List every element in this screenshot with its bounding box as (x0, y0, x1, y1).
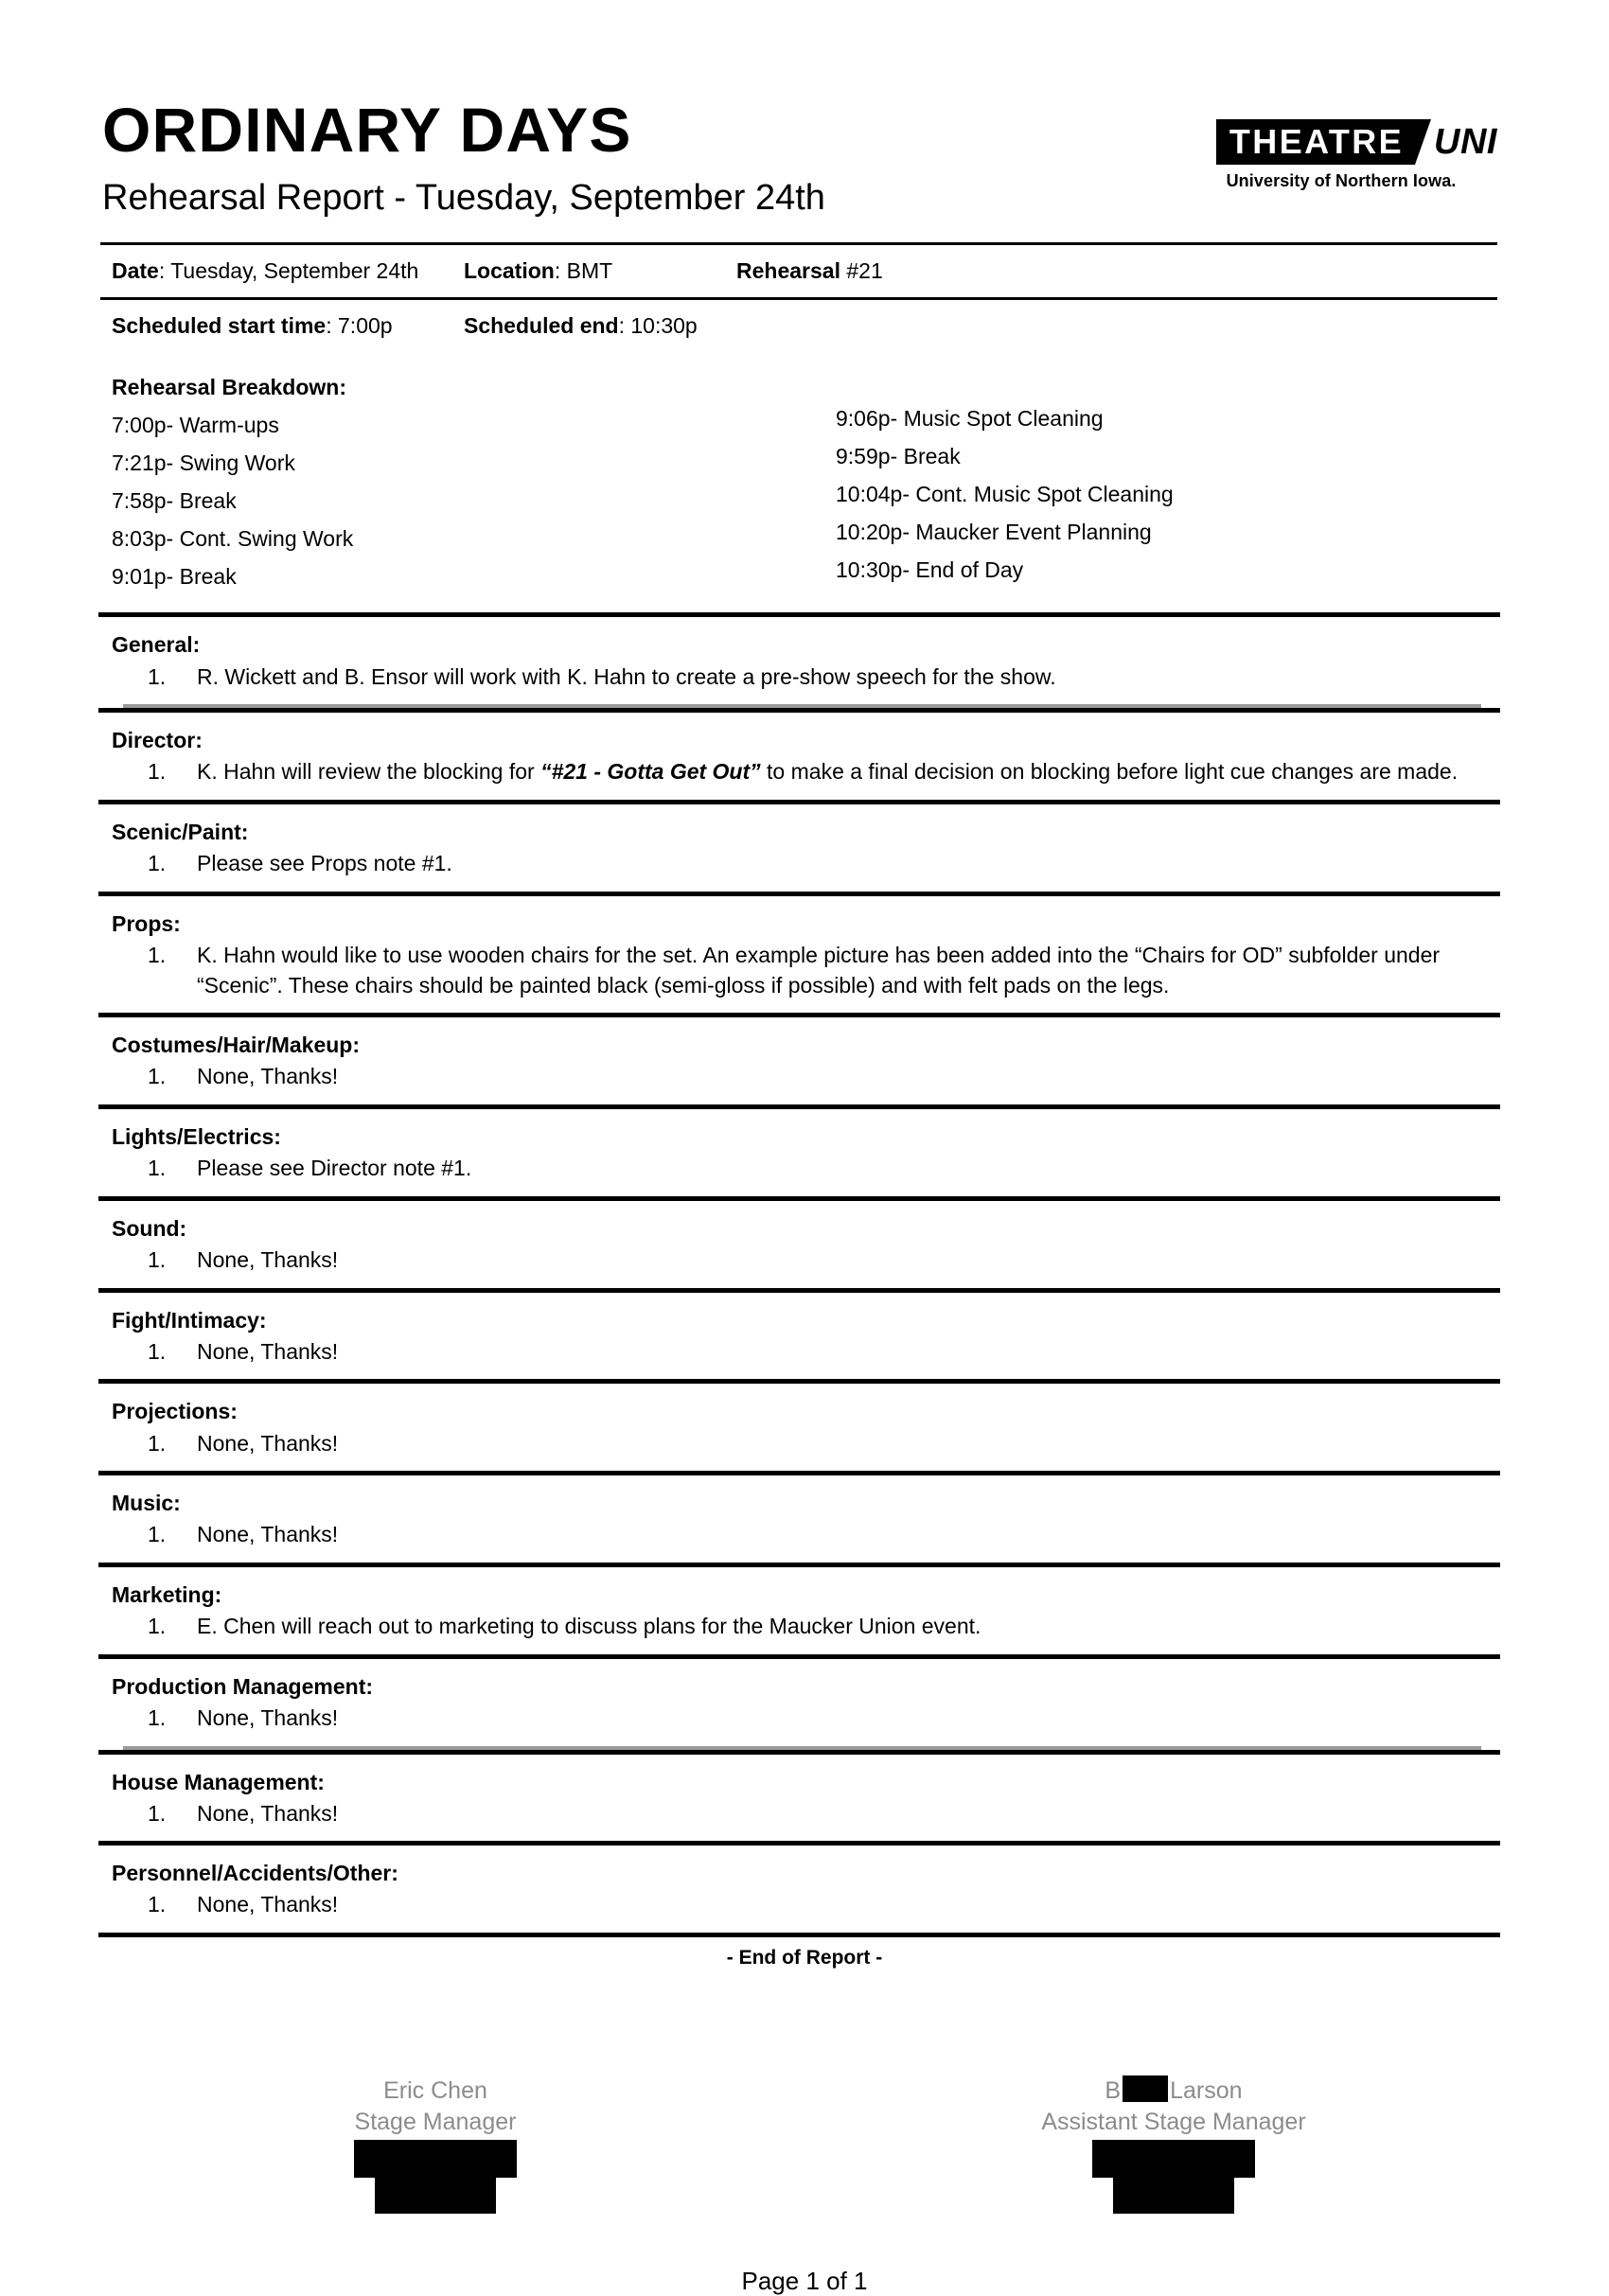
note-section (0, 1109, 1609, 1196)
page-number: Page 1 of 1 (741, 2267, 868, 2296)
section-title: Director: (112, 728, 203, 753)
section-title: Scenic/Paint: (112, 820, 249, 845)
note-text: Please see Props note #1. (197, 851, 452, 876)
section-note-item (112, 941, 1497, 1000)
logo-uni-word: UNI (1434, 122, 1497, 162)
note-section (0, 713, 1609, 800)
scheduled-end-label: Scheduled end (464, 312, 619, 338)
section-note-list (112, 1520, 1497, 1550)
note-number: 1. (148, 759, 167, 785)
note-number: 1. (148, 1522, 167, 1547)
signature-area (0, 2075, 1609, 2214)
breakdown-entry: 10:30p- End of Day (836, 557, 1024, 583)
logo-mark (1185, 119, 1497, 165)
note-text: Please see Director note #1. (197, 1156, 472, 1181)
note-section (0, 1293, 1609, 1380)
note-number: 1. (148, 1156, 167, 1181)
note-section (0, 896, 1609, 1014)
breakdown-right-list (836, 399, 1174, 589)
location-field (464, 257, 736, 285)
note-text: None, Thanks! (197, 1522, 339, 1547)
asm-name-redaction-bar (1123, 2075, 1168, 2102)
section-note-item (112, 1429, 1497, 1459)
section-note-list (112, 1429, 1497, 1459)
section-note-item (112, 1890, 1497, 1920)
section-note-item (112, 1520, 1497, 1550)
note-number: 1. (148, 1246, 167, 1272)
note-emphasis: “#21 - Gotta Get Out” (540, 759, 761, 785)
asm-signature-redaction-bar (1092, 2140, 1255, 2178)
note-number: 1. (148, 851, 167, 876)
section-note-list (112, 662, 1497, 693)
logo-university-line: University of Northern Iowa. (1226, 171, 1457, 190)
scheduled-start-field (112, 312, 464, 340)
section-note-list (112, 1612, 1497, 1642)
section-note-item (112, 1799, 1497, 1829)
section-note-list (112, 941, 1497, 1000)
section-note-item (112, 1245, 1497, 1276)
info-row-schedule (0, 300, 1609, 352)
section-title: Lights/Electrics: (112, 1124, 281, 1150)
note-section (0, 617, 1609, 704)
asm-name-prefix: B (1105, 2077, 1122, 2105)
scheduled-start-label: Scheduled start time (112, 312, 327, 338)
note-section (0, 1475, 1609, 1563)
note-number: 1. (148, 1800, 167, 1826)
section-note-item (112, 757, 1497, 787)
location-value: : BMT (554, 257, 613, 283)
note-text: None, Thanks! (197, 1704, 339, 1730)
section-note-list (112, 1799, 1497, 1829)
location-label: Location (464, 257, 555, 283)
section-title: Projections: (112, 1399, 238, 1424)
section-note-item (112, 1612, 1497, 1642)
breakdown-right-spacer (836, 368, 1174, 399)
section-note-list (112, 757, 1497, 787)
breakdown-entry: 8:03p- Cont. Swing Work (112, 526, 354, 552)
sm-signature-redaction-bar (354, 2140, 517, 2178)
note-section (0, 1201, 1609, 1288)
section-note-item (112, 1062, 1497, 1092)
section-title: General: (112, 632, 201, 658)
asm-name (1003, 2075, 1344, 2107)
rehearsal-label: Rehearsal (736, 257, 840, 283)
section-note-item (112, 849, 1497, 879)
section-title: Props: (112, 910, 181, 936)
scheduled-end-value: : 10:30p (618, 312, 698, 338)
note-section (0, 1567, 1609, 1654)
note-number: 1. (148, 1430, 167, 1456)
document-header (0, 0, 1609, 218)
note-section (0, 1384, 1609, 1471)
section-title: Music: (112, 1491, 181, 1516)
sm-role: Stage Manager (354, 2109, 517, 2136)
section-title: Personnel/Accidents/Other: (112, 1861, 398, 1886)
section-note-list (112, 1337, 1497, 1368)
note-text: E. Chen will reach out to marketing to discuss plans for the Maucker Union event. (197, 1614, 981, 1639)
note-text: None, Thanks! (197, 1246, 339, 1272)
report-subtitle: Rehearsal Report - Tuesday, September 24th (102, 178, 825, 218)
scheduled-end-field (464, 312, 698, 340)
title-block (102, 95, 825, 218)
section-note-item (112, 662, 1497, 693)
note-text: K. Hahn will review the blocking for “#21 - Gotta Get Out” to make a final decision on blocking before light cue changes are made. (197, 759, 1459, 785)
note-number: 1. (148, 1064, 167, 1089)
section-title: Marketing: (112, 1582, 222, 1608)
asm-date-redaction-bar (1113, 2178, 1234, 2214)
note-text: K. Hahn would like to use wooden chairs for the set. An example picture has been added into the “Chairs for OD” subfolder under “Scenic”. These chairs should be painted black (semi-gloss if possible) and with felt pads on the legs. (197, 942, 1441, 998)
note-section (0, 1659, 1609, 1746)
breakdown-entry: 7:58p- Break (112, 488, 237, 514)
note-text: None, Thanks! (197, 1064, 339, 1089)
asm-name-suffix: Larson (1170, 2077, 1243, 2105)
note-number: 1. (148, 942, 167, 967)
note-text: None, Thanks! (197, 1892, 339, 1917)
section-note-list (112, 1704, 1497, 1734)
signature-block-assistant-stage-manager (1003, 2075, 1344, 2214)
note-number: 1. (148, 663, 167, 689)
section-note-list (112, 849, 1497, 879)
section-title: Sound: (112, 1215, 187, 1241)
date-label: Date (112, 257, 159, 283)
section-note-list (112, 1062, 1497, 1092)
sm-name: Eric Chen (383, 2077, 487, 2105)
breakdown-right-column (836, 368, 1174, 595)
section-title: House Management: (112, 1769, 325, 1794)
rehearsal-value: #21 (840, 257, 883, 283)
note-section (0, 1017, 1609, 1104)
section-note-item (112, 1337, 1497, 1368)
section-note-list (112, 1890, 1497, 1920)
breakdown-entry: 9:01p- Break (112, 564, 237, 590)
note-number: 1. (148, 1704, 167, 1730)
note-section (0, 1846, 1609, 1933)
asm-role: Assistant Stage Manager (1041, 2109, 1306, 2136)
note-number: 1. (148, 1614, 167, 1639)
section-note-list (112, 1154, 1497, 1184)
breakdown-entry: 10:04p- Cont. Music Spot Cleaning (836, 482, 1174, 507)
note-section (0, 804, 1609, 892)
breakdown-left-column (112, 368, 836, 595)
note-text: None, Thanks! (197, 1338, 339, 1364)
theatre-uni-logo (1185, 119, 1497, 191)
note-text: None, Thanks! (197, 1430, 339, 1456)
date-value: : Tuesday, September 24th (158, 257, 419, 283)
note-section (0, 1755, 1609, 1842)
note-sections (0, 612, 1609, 1937)
section-title: Costumes/Hair/Makeup: (112, 1033, 361, 1058)
logo-theatre-word: THEATRE (1216, 119, 1415, 165)
end-of-report-label: - End of Report - (726, 1947, 883, 1969)
rehearsal-number-field (736, 257, 883, 285)
breakdown-heading: Rehearsal Breakdown: (112, 375, 346, 400)
breakdown-entry: 7:21p- Swing Work (112, 450, 295, 476)
sm-date-redaction-bar (375, 2178, 496, 2214)
note-text: R. Wickett and B. Ensor will work with K. Hahn to create a pre-show speech for the show. (197, 663, 1056, 689)
rehearsal-breakdown (0, 351, 1609, 612)
section-note-item (112, 1154, 1497, 1184)
section-title: Production Management: (112, 1673, 374, 1699)
note-text: None, Thanks! (197, 1800, 339, 1826)
breakdown-entry: 10:20p- Maucker Event Planning (836, 520, 1152, 545)
section-note-item (112, 1704, 1497, 1734)
show-title: ORDINARY DAYS (102, 95, 632, 165)
note-number: 1. (148, 1338, 167, 1364)
info-row-primary (0, 245, 1609, 297)
breakdown-left-list (112, 406, 836, 595)
section-note-list (112, 1245, 1497, 1276)
signature-block-stage-manager (265, 2075, 606, 2214)
scheduled-start-value: : 7:00p (326, 312, 393, 338)
breakdown-entry: 7:00p- Warm-ups (112, 413, 279, 438)
note-number: 1. (148, 1892, 167, 1917)
section-title: Fight/Intimacy: (112, 1307, 267, 1333)
breakdown-entry: 9:06p- Music Spot Cleaning (836, 406, 1104, 432)
breakdown-entry: 9:59p- Break (836, 444, 961, 469)
date-field (112, 257, 464, 285)
